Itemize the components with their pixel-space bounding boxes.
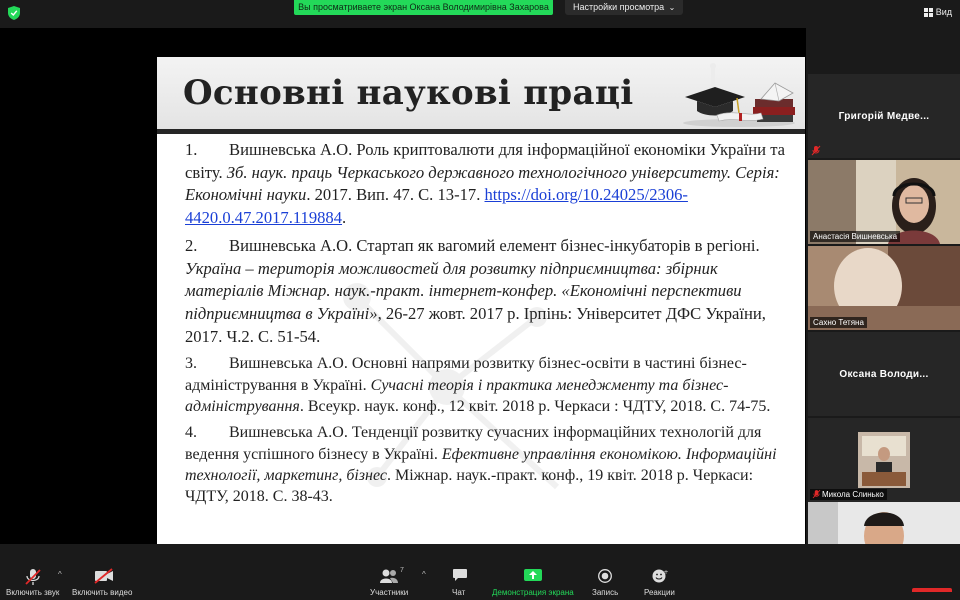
presentation-slide [157,57,805,544]
chat-label: Чат [452,588,466,597]
list-item-number: 2. [185,235,198,255]
participant-tile[interactable] [808,160,960,244]
list-item-number: 1. [185,140,198,159]
ref-source: Ефективне управління економікою. Інформаційні технології, маркетинг, бізнес [185,445,777,484]
participants-icon [380,569,398,583]
svg-text:+: + [663,569,669,576]
unmute-button[interactable] [6,544,64,600]
shield-icon[interactable] [8,6,20,20]
ref-details: . 2017. Вип. 47. С. 13-17. [306,185,485,205]
ref-text: Вишневська А.О. Тенденції розвитку сучасних інформаційних технологій для ведення успішного бізнесу в Україні. [185,424,762,463]
share-screen-button[interactable] [490,544,576,600]
grid-view-icon [924,8,933,17]
participant-tile[interactable] [808,332,960,416]
mic-muted-icon [26,569,40,585]
mic-muted-icon [812,146,820,156]
screen-share-banner: Вы просматриваете экран Оксана Володимирівна Захарова [294,0,553,15]
ref-text: Вишневська А.О. Роль криптовалюти для інформаційної економіки України та світу. [185,140,786,182]
start-video-button[interactable] [72,544,136,600]
participant-label [810,231,900,242]
unmute-label: Включить звук [6,588,60,597]
chevron-up-icon[interactable]: ^ [58,570,62,579]
start-video-label: Включить видео [72,588,133,597]
reactions-label: Реакции [644,588,675,597]
participant-name: Сахно Тетяна [813,318,864,327]
participant-tile[interactable] [808,74,960,158]
participant-name: Григорій Медве... [838,110,930,122]
ref-text: Вишневська А.О. Стартап як вагомий елемент бізнес-інкубаторів в регіоні. [229,235,760,255]
record-icon [598,569,612,583]
camera-off-icon [95,569,113,583]
chevron-up-icon[interactable]: ^ [422,570,426,579]
ref-source: Сучасні теорія і практика менеджменту та бізнес-адміністрування [185,376,729,415]
view-button[interactable] [924,7,952,17]
ref-details: . Міжнар. наук.-практ. конф., 19 квіт. 2018 р. Черкаси: ЧДТУ, 2018. С. 38-43. [185,466,754,506]
ref-text: Вишневська А.О. Основні напрями розвитку бізнес-освіти в частині бізнес-адміністрування в Україні. [185,355,747,394]
end-meeting-button[interactable] [912,588,952,592]
participant-tile[interactable] [808,246,960,330]
chevron-down-icon: ⌄ [668,3,676,12]
emoji-add-icon [652,569,668,583]
participant-label [810,489,887,500]
chat-button[interactable] [448,544,472,600]
list-item [185,422,787,507]
ref-details: . Всеукр. наук. конф., 12 квіт. 2018 р. Черкаси : ЧДТУ, 2018. С. 74-75. [299,397,771,415]
record-label: Запись [592,588,619,597]
list-item-number: 3. [185,355,197,373]
graduation-books-illustration [677,63,797,127]
participant-label [810,317,867,328]
doi-link[interactable]: https://doi.org/10.24025/2306-4420.0.47.2017.119884 [185,185,688,228]
ref-source: Україна – територія можливостей для розвитку підприємництва: збірник матеріалів Міжнар. наук.-практ. інтернет-конфер. «Економічні перспективи підприємництва в Україні» [185,258,742,323]
participants-label: Участники [370,588,409,597]
participants-count: 7 [400,567,404,574]
view-options-label: Настройки просмотра [573,2,665,12]
participant-name: Микола Слинько [822,490,884,499]
slide-title: Основні наукові праці [183,73,634,113]
participant-name: Оксана Володи... [839,368,929,380]
list-item [185,235,787,349]
share-screen-icon [524,569,542,581]
view-options-button[interactable] [565,0,683,15]
list-item [185,353,787,417]
ref-details: , 26-27 жовт. 2017 р. Ірпінь: Університет ДФС України, 2017. Ч.2. С. 51-54. [185,303,766,346]
participant-gallery [806,28,960,544]
view-button-label: Вид [935,7,952,17]
chat-bubble-icon [453,569,467,582]
slide-header-divider [157,129,805,134]
mic-muted-icon [813,490,820,499]
reactions-button[interactable] [640,544,680,600]
record-button[interactable] [590,544,620,600]
publication-list [185,139,787,512]
ref-end: . [342,208,347,228]
list-item-number: 4. [185,424,197,442]
participant-name: Анастасія Вишневська [813,232,898,241]
list-item [185,139,787,230]
meeting-toolbar [0,544,960,600]
participants-button[interactable] [368,544,426,600]
share-screen-label: Демонстрация экрана [492,588,574,597]
ref-source: Зб. наук. праць Черкаського державного технологічного університету. Серія: Економічні науки [185,162,780,205]
top-bar [0,0,960,28]
participant-tile[interactable] [808,418,960,502]
